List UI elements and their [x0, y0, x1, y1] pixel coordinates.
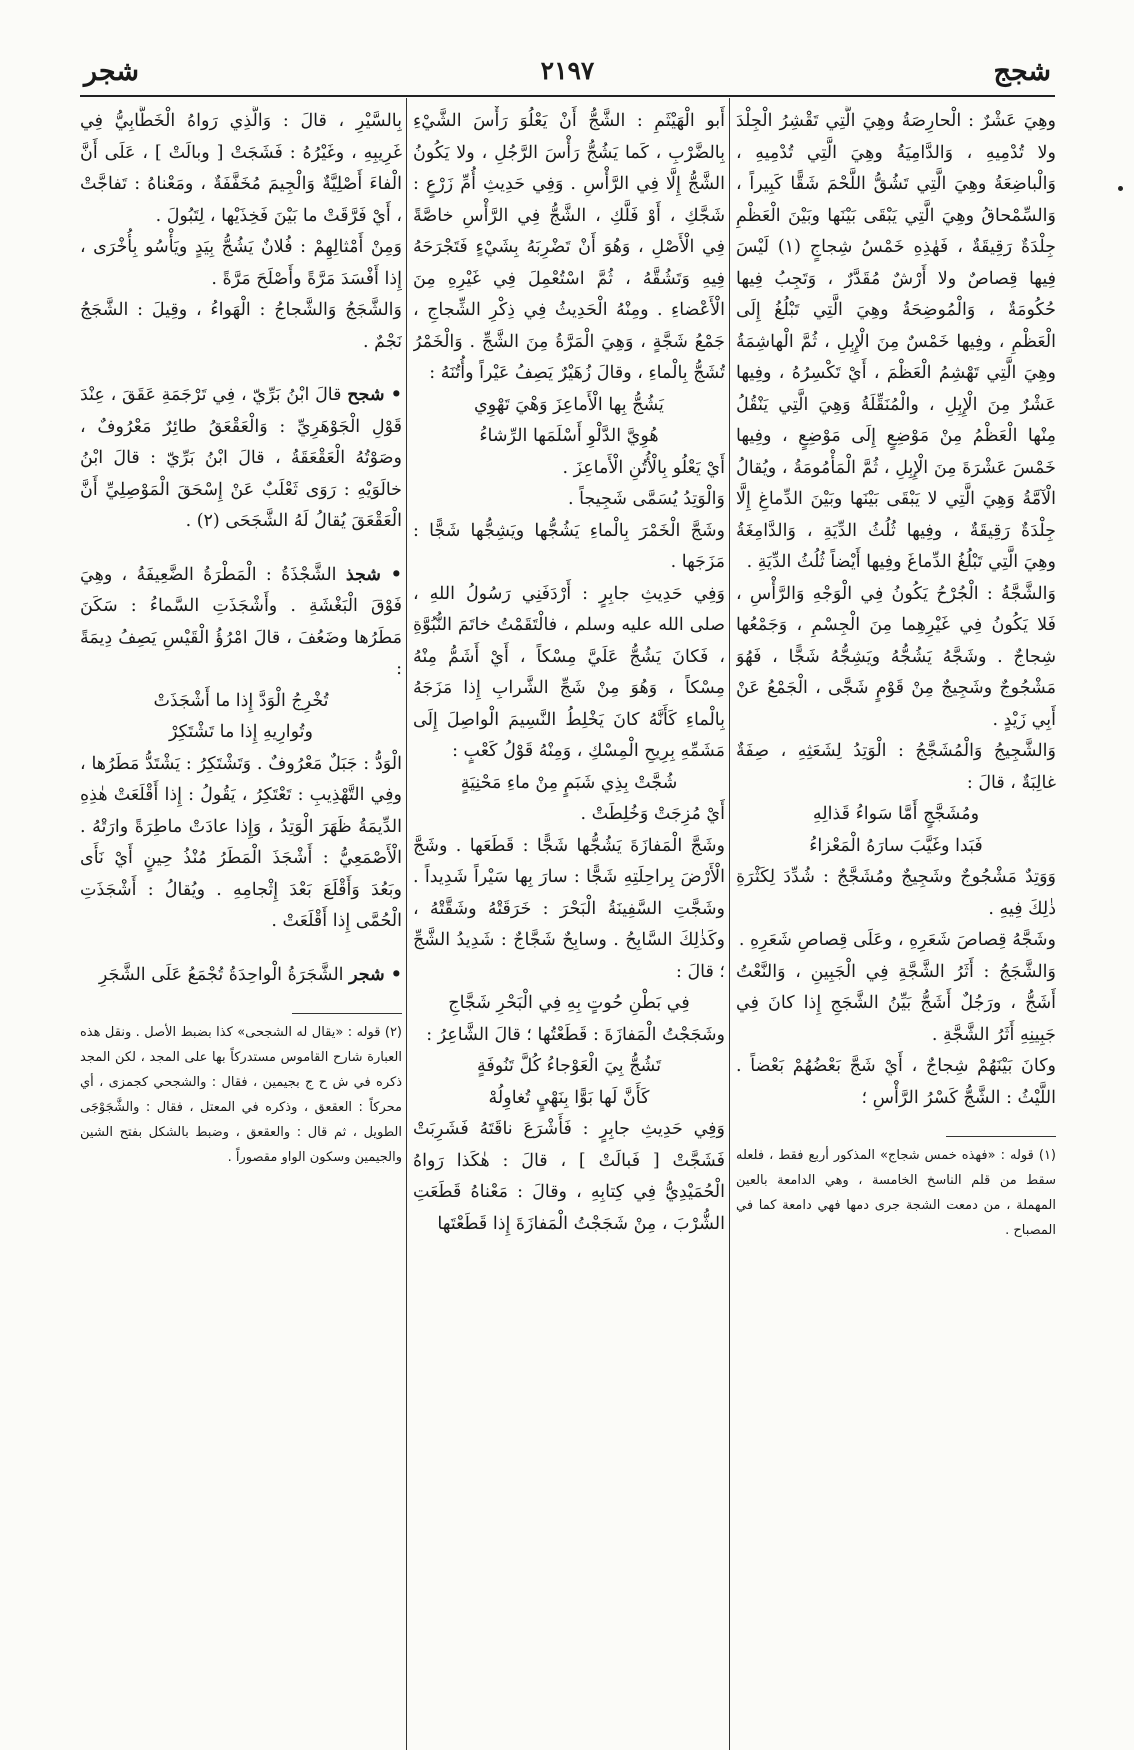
margin-dot [1118, 186, 1123, 191]
footnote: (٢) قوله : «يقال له الشجحى» كذا بضبط الأصل . ونقل هذه العبارة شارح القاموس مستدركاً بها على المجد ، لكن المجد ذكره في ش ح ج بجيمين ، فقال : والشجحي كجمزى ، أي محركاً : العقعق ، وذكره في المعتل ، فقال : والشَّجَوْجَى الطويل ، ثم قال : والعقعق ، وضبط بالشكل بفتح الشين والجيمين وسكون الواو مقصوراً . [80, 1025, 402, 1165]
paragraph: وكانَ بَيْنَهُمْ شِجاجٌ ، أَيْ شَجَّ بَعْضُهُمْ بَعْضاً . اللَّيْثُ : الشَّجُّ كَسْرُ الرَّأْسِ ؛ [736, 1056, 1056, 1108]
column-divider-left [406, 98, 407, 1750]
paragraph: وَالشَّجَّةُ : الْجُرْحُ يَكُونُ فِي الْوَجْهِ وَالرَّأْسِ ، فَلا يَكُونُ فِي غَيْرِهِما مِنَ الْجِسْمِ ، وَجَمْعُها شِجاجٌ . وشَجَّهُ يَشُجُّهُ ويَشِجُّهُ شَجًّا ، فَهُوَ مَشْجُوجٌ وشَجِيجٌ مِنْ قَوْمٍ شَجَّى ، الْجَمْعُ عَنْ أَبِي زَيْدٍ . [736, 583, 1056, 730]
paragraph: وَالشَّجِيجُ وَالْمُشَجَّجُ : الْوَتِدُ لِشَعَثِهِ ، صِفَةٌ غالِبَةٌ ، قالَ : [736, 741, 1056, 793]
verse-line: ومُشَجَّجٍ أَمَّا سَواءُ قَذالِهِ [812, 804, 980, 824]
running-headword-left: شجر [84, 56, 139, 87]
footnote-rule [946, 1136, 1056, 1137]
entry-text: الشَّجَرَةُ الْواحِدَةُ تُجْمَعُ عَلَى الشَّجَرِ [98, 964, 344, 985]
paragraph: أَبو الْهَيْثَمِ : الشَّجُّ أَنْ يَعْلُوَ رَأْسَ الشَّيْءِ بِالضَّرْبِ ، كَما يَشُجُّ رَأْسَ الرَّجُلِ ، ولا يَكُونُ الشَّجُّ إِلَّا فِي الرَّأْسِ . وَفِي حَدِيثِ أُمِّ زَرْعٍ : شَجَّكِ ، أَوْ فَلَّكِ ، الشَّجُّ فِي الرَّأْسِ خاصَّةً فِي الْأَصْلِ ، وَهُوَ أَنْ تَضْرِبَهُ بِشَيْءٍ فَتَجْرَحَهُ فِيهِ وَتَشُقَّهُ ، ثُمَّ اسْتُعْمِلَ فِي غَيْرِهِ مِنَ الْأَعْضاءِ . ومِنْهُ الْحَدِيثُ فِي ذِكْرِ الشِّجاجِ ، جَمْعُ شَجَّةٍ ، وَهِيَ الْمَرَّةُ مِنَ الشَّجِّ . وَالْخَمْرُ تُشَجُّ بِالْماءِ ، وقالَ زُهَيْرٌ يَصِفُ عَيْراً وأُتُنَهُ : [413, 111, 725, 383]
paragraph: وهِيَ عَشْرٌ : الْحارِصَةُ وهِيَ الَّتِي تَقْشِرُ الْجِلْدَ ولا تُدْمِيهِ ، وَالدَّامِيَةُ وهِيَ الَّتِي تُدْمِيهِ ، وَالْباضِعَةُ وهِيَ الَّتِي تَشُقُّ اللَّحْمَ شَقًّا كَبِيراً ، وَالسِّمْحاقُ وهِيَ الَّتِي يَبْقَى بَيْنَها وبَيْنَ الْعَظْمِ جِلْدَةٌ رَقِيقَةٌ ، فَهٰذِهِ خَمْسُ شِجاجٍ (١) لَيْسَ فِيها قِصاصٌ ولا أَرْشٌ مُقَدَّرٌ ، وَتَجِبُ فِيها حُكُومَةٌ ، وَالْمُوضِحَةُ وهِيَ الَّتِي تَبْلُغُ إِلَى الْعَظْمِ ، وفِيها خَمْسٌ مِنَ الْإِبِلِ ، ثُمَّ الْهاشِمَةُ وهِيَ الَّتِي تَهْشِمُ الْعَظْمَ ، أَيْ تَكْسِرُهُ ، وفِيها عَشْرٌ مِنَ الْإِبِلِ ، والْمُنَقِّلَةُ وَهِيَ الَّتِي يَنْقُلُ مِنْها الْعَظْمُ مِنْ مَوْضِعٍ إِلَى مَوْضِعٍ ، وفِيها خَمْسَ عَشْرَةَ مِنَ الْإِبِلِ ، ثُمَّ الْمَأْمُومَةُ ، ويُقالُ الْآمَّةُ وَهِيَ الَّتِي لا يَبْقَى بَيْنَها وبَيْنَ الدِّماغِ إِلَّا جِلْدَةٌ رَقِيقَةٌ ، وفِيها ثُلُثُ الدِّيَةِ ، وَالدَّامِغَةُ وهِيَ الَّتِي تَبْلُغُ الدِّماغَ وفِيها أَيْضاً ثُلُثُ الدِّيَةِ . [736, 111, 1056, 572]
paragraph: بِالسَّيْرِ ، قالَ : وَالَّذِي رَواهُ الْخَطَّابِيُّ فِي غَرِيبِهِ ، وغَيْرُهُ : فَشَجَتْ [ وبالَتْ ] ، عَلَى أَنَّ الْفاءَ أَصْلِيَّةٌ وَالْجِيمَ مُخَفَّفَةٌ ، ومَعْناهُ : تَفاجَّتْ ، أَيْ فَرَّقَتْ ما بَيْنَ فَخِذَيْها ، لِتَبُولَ . [80, 111, 402, 226]
paragraph: وَوَتِدٌ مَشْجُوجٌ وشَجِيجٌ ومُشَجَّجٌ : شُدِّدَ لِكَثْرَةِ ذٰلِكَ فِيهِ . [736, 867, 1056, 919]
paragraph: وشَجَّهُ قِصاصَ شَعَرِهِ ، وعَلَى قِصاصِ شَعَرِهِ . [738, 930, 1056, 950]
paragraph: وَفِي حَدِيثِ جابِرٍ : فَأَشْرَعَ ناقَتَهُ فَشَرِبَتْ فَشَجَّتْ [ فَبالَتْ ] ، قالَ : هٰكَذا رَواهُ الْحُمَيْدِيُّ فِي كِتابِهِ ، وقالَ : مَعْناهُ قَطَعَتِ الشُّرْبَ ، مِنْ شَجَجْتُ الْمَفازَةَ إِذا قَطَعْتَها [413, 1119, 725, 1234]
paragraph: وَفِي حَدِيثِ جابِرٍ : أَرْدَفَنِي رَسُولُ اللهِ ، صلى الله عليه وسلم ، فالْتَقَمْتُ خاتَمَ النُّبُوَّةِ ، فَكانَ يَشُجُّ عَلَيَّ مِسْكاً ، أَيْ أَشَمُّ مِنْهُ مِسْكاً ، وَهُوَ مِنْ شَجِّ الشَّرابِ إِذا مَزَجَهُ بِالْماءِ كَأَنَّهُ كانَ يَخْلِطُ النَّسِيمَ الْواصِلَ إِلَى مَشَمِّهِ بِرِيحِ الْمِسْكِ ، وَمِنْهُ قَوْلُ كَعْبٍ : [413, 583, 725, 761]
footnote: (١) قوله : «فهذه خمس شجاج» المذكور أربع فقط ، فلعله سقط من قلم الناسخ الخامسة ، وهي الدامعة بالعين المهملة ، من دمعت الشجة جرى دمها فهي دامعة كما في المصباح . [736, 1148, 1056, 1238]
entry-text: الشَّجْذَةُ : الْمَطْرَةُ الضَّعِيفَةُ ، وهِيَ فَوْقَ الْبَغْشَةِ . وأَشْجَذَتِ السَّماءُ : سَكَنَ مَطَرُها وضَعُفَ ، قالَ امْرُؤُ الْقَيْسِ يَصِفُ دِيمَةً : [80, 564, 402, 679]
footnote-rule [292, 1013, 402, 1014]
dictionary-entry [80, 380, 402, 538]
entry-headword: • شجر [349, 964, 402, 985]
column-left [80, 106, 402, 1541]
paragraph: وشَجَّ الْمَفازَةَ يَشُجُّها شَجًّا : قَطَعَها . وشَجَّ الْأَرْضَ بِراحِلَتِهِ شَجًّا : سارَ بِها سَيْراً شَدِيداً . وشَجَّتِ السَّفِينَةُ الْبَحْرَ : خَرَقَتْهُ وشَقَّتْهُ ، وكَذٰلِكَ السَّابِحُ . وسابِحٌ شَجَّاجٌ : شَدِيدُ الشَّجِّ ؛ قالَ : [413, 835, 725, 982]
verse-line: تُخْرِجُ الْوَدَّ إِذا ما أَشْجَذَتْ [153, 690, 329, 711]
verse-line: شُجَّتْ بِذِي شَبَمٍ مِنْ ماءِ مَحْنِيَةٍ [460, 772, 678, 793]
paragraph: وشَجَّ الْخَمْرَ بِالْماءِ يَشُجُّها ويَشِجُّها شَجًّا : مَزَجَها . [413, 520, 725, 572]
dictionary-entry [80, 960, 402, 992]
page-header [80, 52, 1055, 92]
entry-headword: • شجذ [345, 564, 402, 585]
running-headword-right: شجج [993, 56, 1051, 87]
paragraph: وَالشَّجَجُ : أَثَرُ الشَّجَّةِ فِي الْجَبِينِ ، وَالنَّعْتُ أَشَجُّ ، ورَجُلٌ أَشَجُّ بَيِّنُ الشَّجَجِ إِذا كانَ فِي جَبِينِهِ أَثَرُ الشَّجَّةِ . [736, 961, 1056, 1045]
header-rule [80, 95, 1055, 97]
column-middle [413, 106, 725, 1541]
paragraph: وشَجَجْتُ الْمَفازَةَ : قَطَعْتُها ؛ قالَ الشَّاعِرُ : [426, 1024, 725, 1045]
paragraph: وَالْوَتِدُ يُسَمَّى شَجِيجاً . [567, 489, 725, 509]
paragraph: وَالشَّجَجُ وَالشَّجاجُ : الْهَواءُ ، وقِيلَ : الشَّجَجُ نَجْمٌ . [80, 300, 402, 352]
verse-line: وتُوارِيهِ إِذا ما تَشْتَكِرْ [169, 722, 313, 742]
verse-line: هُوِيَّ الدَّلْوِ أَسْلَمَها الرِّشاءُ [479, 426, 659, 446]
dictionary-entry [80, 560, 402, 686]
paragraph: أَيْ مُزِجَتْ وَخُلِطَتْ . [580, 804, 725, 824]
verse-line: فَبَدا وغَيَّبَ سارَهُ الْمَعْزاءُ [809, 835, 983, 856]
paragraph: أَيْ يَعْلُو بِالْأُتُنِ الْأَماعِزَ . [562, 457, 725, 478]
entry-headword: • شجح [347, 385, 402, 405]
column-divider-right [729, 98, 730, 1750]
verse-line: فِي بَطْنِ حُوتٍ بِهِ فِي الْبَحْرِ شَجَّاجِ [448, 993, 690, 1013]
verse-line: تَشُجُّ بِيَ الْعَوْجاءُ كُلَّ تَنُوفَةٍ [476, 1056, 662, 1076]
page-number: ٢١٩٧ [540, 56, 595, 85]
paragraph: الْوَدُّ : جَبَلٌ مَعْرُوفٌ . وَتَشْتَكِرُ : يَشْتَدُّ مَطَرُها ، وفِي التَّهْذِيبِ : تَعْتَكِرُ ، يَقُولُ : إِذا أَقْلَعَتْ هٰذِهِ الدِّيمَةُ ظَهَرَ الْوَتِدُ ، وَإِذا عادَتْ ماطِرَةً وارَتْهُ . الْأَصْمَعِيُّ : أَشْجَذَ الْمَطَرُ مُنْذُ حِينٍ أَيْ نَأَى وبَعُدَ وَأَقْلَعَ بَعْدَ إِثْجامِهِ . ويُقالُ : أَشْجَذَتِ الْحُمَّى إِذا أَقْلَعَتْ . [80, 753, 402, 931]
column-right [736, 106, 1056, 1541]
paragraph: وَمِنْ أَمْثالِهِمْ : فُلانٌ يَشُجُّ بِيَدٍ ويَأْسُو بِأُخْرَى ، إِذا أَفْسَدَ مَرَّةً وأَصْلَحَ مَرَّةً . [80, 237, 402, 289]
verse-line: كَأَنَّ لَها بَوًّا بِنَهْيٍ تُغاوِلُهْ [488, 1087, 650, 1108]
entry-text: قالَ ابْنُ بَرِّيّ ، فِي تَرْجَمَةِ عَقَقَ ، عِنْدَ قَوْلِ الْجَوْهَرِيِّ : وَالْعَقْعَقُ طائِرٌ مَعْرُوفٌ ، وصَوْتُهُ الْعَقْعَقَةُ ، قالَ ابْنُ بَرِّيّ : قالَ ابْنُ خالَوَيْهِ : رَوَى ثَعْلَبٌ عَنْ إِسْحَقَ الْمَوْصِلِيِّ أَنَّ الْعَقْعَقَ يُقالُ لَهُ الشَّجَحَى (٢) . [80, 385, 402, 531]
verse-line: يَشُجُّ بِها الْأَماعِزَ وَهْيَ تَهْوِي [474, 394, 664, 415]
